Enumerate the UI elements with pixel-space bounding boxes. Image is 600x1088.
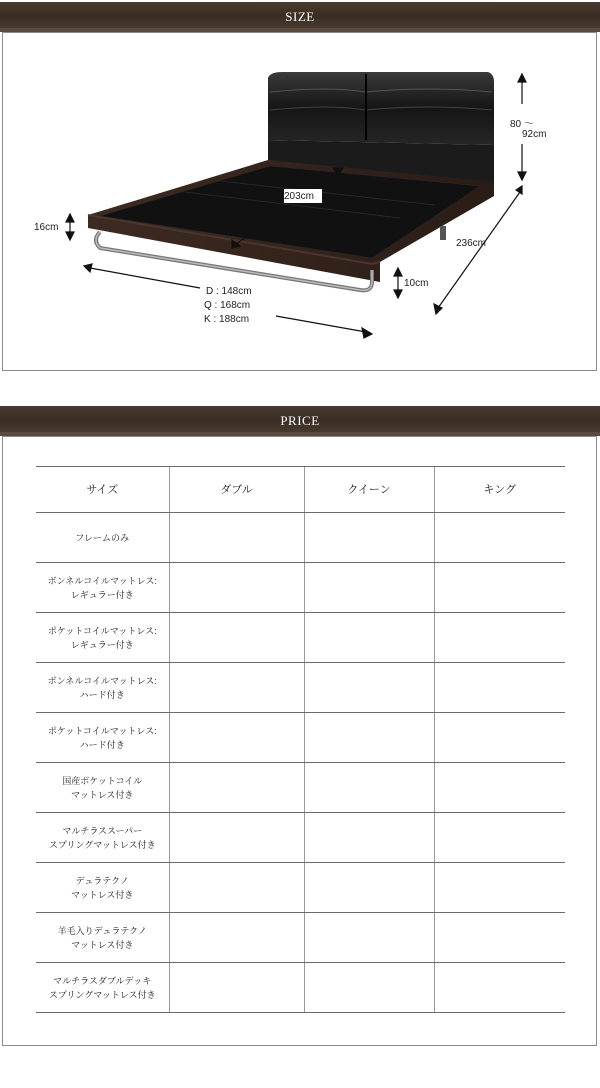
- price-cell-king: [434, 813, 565, 863]
- row-label: フレームのみ: [36, 513, 169, 563]
- price-cell-queen: [304, 813, 434, 863]
- table-header-row: [36, 467, 565, 513]
- width-double-label: D : 148cm: [206, 286, 252, 297]
- price-cell-double: [169, 613, 304, 663]
- price-title: PRICE: [280, 413, 320, 428]
- price-banner: [0, 406, 600, 436]
- table-row: [36, 563, 565, 613]
- table-row: [36, 863, 565, 913]
- size-title: SIZE: [285, 9, 315, 24]
- price-cell-double: [169, 863, 304, 913]
- price-cell-queen: [304, 963, 434, 1013]
- table-row: [36, 513, 565, 563]
- row-label: マルチラススーパー スプリングマットレス付き: [36, 813, 169, 863]
- price-cell-queen: [304, 613, 434, 663]
- price-table: [36, 466, 565, 1013]
- price-cell-king: [434, 863, 565, 913]
- header-king: キング: [434, 467, 565, 513]
- price-cell-king: [434, 913, 565, 963]
- price-cell-queen: [304, 913, 434, 963]
- price-cell-queen: [304, 863, 434, 913]
- width-queen-label: Q : 168cm: [204, 300, 251, 311]
- row-label: 羊毛入りデュラテクノ マットレス付き: [36, 913, 169, 963]
- mattress-length-label: 203cm: [284, 191, 315, 202]
- row-label: マルチラスダブルデッキ スプリングマットレス付き: [36, 963, 169, 1013]
- row-label: ボンネルコイルマットレス: レギュラー付き: [36, 563, 169, 613]
- price-cell-double: [169, 663, 304, 713]
- price-cell-king: [434, 663, 565, 713]
- row-label: ボンネルコイルマットレス: ハード付き: [36, 663, 169, 713]
- price-cell-king: [434, 963, 565, 1013]
- table-row: [36, 663, 565, 713]
- table-row: [36, 713, 565, 763]
- table-row: [36, 763, 565, 813]
- headboard-height-label-1: 80 ～: [510, 119, 534, 130]
- price-cell-king: [434, 513, 565, 563]
- price-cell-king: [434, 763, 565, 813]
- price-cell-double: [169, 963, 304, 1013]
- table-row: [36, 813, 565, 863]
- row-label: ポケットコイルマットレス: レギュラー付き: [36, 613, 169, 663]
- table-row: [36, 613, 565, 663]
- row-label: 国産ポケットコイル マットレス付き: [36, 763, 169, 813]
- bed-frame: [88, 160, 494, 290]
- frame-height-label: 16cm: [34, 222, 59, 233]
- price-cell-double: [169, 763, 304, 813]
- table-row: [36, 913, 565, 963]
- size-banner: [0, 2, 600, 32]
- price-cell-double: [169, 513, 304, 563]
- row-label: デュラテクノ マットレス付き: [36, 863, 169, 913]
- price-cell-double: [169, 713, 304, 763]
- price-cell-queen: [304, 513, 434, 563]
- header-queen: クイーン: [304, 467, 434, 513]
- row-label: ポケットコイルマットレス: ハード付き: [36, 713, 169, 763]
- price-cell-queen: [304, 763, 434, 813]
- price-cell-double: [169, 813, 304, 863]
- price-cell-double: [169, 913, 304, 963]
- header-double: ダブル: [169, 467, 304, 513]
- table-row: [36, 963, 565, 1013]
- length-label: 236cm: [456, 238, 487, 249]
- price-cell-king: [434, 563, 565, 613]
- price-cell-king: [434, 713, 565, 763]
- width-king-label: K : 188cm: [204, 314, 250, 325]
- price-cell-queen: [304, 563, 434, 613]
- price-cell-queen: [304, 663, 434, 713]
- price-cell-king: [434, 613, 565, 663]
- clearance-label: 10cm: [404, 278, 429, 289]
- header-size: サイズ: [36, 467, 169, 513]
- price-cell-queen: [304, 713, 434, 763]
- price-cell-double: [169, 563, 304, 613]
- headboard-height-label-2: 92cm: [522, 129, 547, 140]
